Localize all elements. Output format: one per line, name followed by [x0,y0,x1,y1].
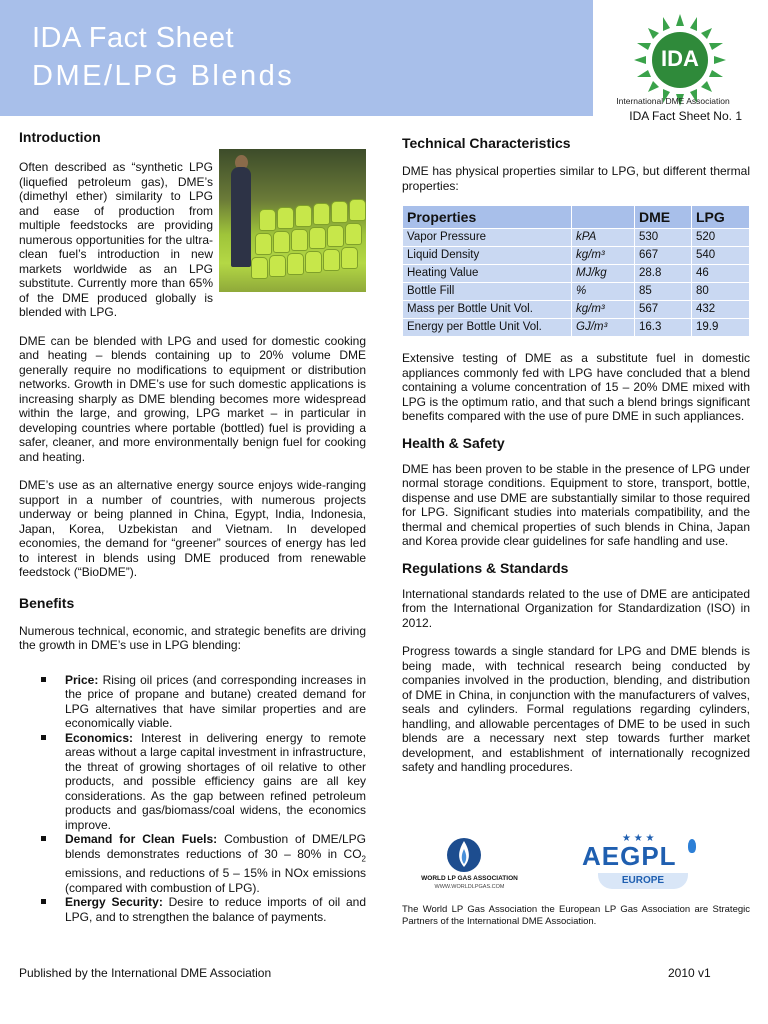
cylinder [305,251,322,273]
table-row [403,319,750,337]
cylinder [341,247,358,269]
properties-table [402,205,750,337]
wlpga-url: WWW.WORLDLPGAS.COM [434,884,505,890]
title-banner [0,0,593,116]
table-header [572,206,635,229]
table-cell: 80 [692,283,750,301]
cylinder [255,233,272,255]
bullet-icon [41,735,46,740]
right-column [402,134,750,775]
intro-paragraph: DME can be blended with LPG and used for domestic cooking and heating – blends containing up to 20% volume DME generally require no modifications to equipment or distribution networks. Growth in DME’s use for such domestic applications is increasing sharply as DME blending becomes more widespread within the large, and growing, LPG market – in particular in developing countries where portable (bottled) fuel is providing a safer, cleaner, and more environmentally benign fuel for cooking and heating. [19,333,366,464]
table-cell: GJ/m³ [572,319,635,337]
benefit-term: Energy Security: [65,895,163,910]
table-cell: 667 [635,247,692,265]
table-row [403,265,750,283]
intro-paragraph: DME’s use as an alternative energy source enjoys wide-ranging support in a number of countries, with numerous projects underway or being planned in China, Egypt, India, Indonesia, Japan, Korea, Uzbekistan and Vietnam. In developed economies, the demand for “greener” sources of energy has led to interest in blends using DME produced from renewable feedstock (“BioDME”). [19,478,366,579]
benefits-heading: Benefits [19,594,75,611]
cylinder [323,249,340,271]
aegpl-sub: EUROPE [598,873,688,889]
table-cell: 85 [635,283,692,301]
table-row [403,247,750,265]
bullet-icon [41,836,46,841]
footer-version: 2010 v1 [668,966,711,980]
star-icon: ★ ★ ★ [622,833,655,844]
list-item [65,832,366,895]
benefit-text: Combustion of DME/LPG blends demonstrates reductions of 30 – 80% in CO [65,832,366,861]
technical-heading: Technical Characteristics [402,135,571,151]
cylinder [269,255,286,277]
cylinder [287,253,304,275]
table-cell: Vapor Pressure [403,229,572,247]
list-item [65,673,366,731]
cylinder [291,229,308,251]
cylinder [251,257,268,279]
table-header: LPG [692,206,750,229]
cylinder [295,205,312,227]
table-row [403,301,750,319]
table-cell: 520 [692,229,750,247]
table-cell: 432 [692,301,750,319]
page-subtitle: DME/LPG Blends [32,60,295,92]
table-cell: % [572,283,635,301]
intro-paragraph: Often described as “synthetic LPG (liquefied petroleum gas), DME’s (dimethyl ether) similarity to LPG and ease of production from multiple feedstocks are providing numerous opportunities for the ultra-clean fuel’s introduction in new markets worldwide as an LPG substitute. Currently more than 65% of the DME produced globally is blended with LPG. [19,160,213,319]
table-header-row [403,206,750,229]
cylinder [273,231,290,253]
table-cell: 540 [692,247,750,265]
list-item [65,731,366,833]
table-cell: Energy per Bottle Unit Vol. [403,319,572,337]
table-header: Properties [403,206,572,229]
cylinder [313,203,330,225]
cylinder [259,209,276,231]
table-row [403,283,750,301]
ida-logo-caption: International DME Association [616,96,730,106]
gas-cylinders-photo [219,149,366,292]
benefit-text: Desire to reduce imports of oil and LPG, and to strengthen the balance of payments. [65,895,366,924]
benefit-text: Interest in delivering energy to remote areas without a large capital investment in infrastructure, the threat of growing shortages of oil relative to other products, and possible efficiency gains are all key considerations. As the gap between refined petroleum products and gas/biomass/coal widens, the economics improve. [65,730,366,832]
sheet-number: IDA Fact Sheet No. 1 [629,109,742,123]
table-cell: kPA [572,229,635,247]
page-title: IDA Fact Sheet [32,22,235,54]
partner-logos [402,835,752,897]
benefit-text: Rising oil prices (and corresponding increases in the price of propane and butane) created demand for LPG alternatives that have similar properties and are economically viable. [65,672,366,730]
table-cell: 567 [635,301,692,319]
aegpl-name: AEGPL [582,841,677,871]
subscript: 2 [361,853,366,863]
cylinder [309,227,326,249]
table-cell: 530 [635,229,692,247]
table-row [403,229,750,247]
technical-conclusion: Extensive testing of DME as a substitute fuel in domestic appliances commonly fed with LPG have concluded that a blend containing a volume concentration of 15 – 20% DME mixed with LPG is the optimum ratio, and that such a blend brings significant benefits compared with the use of pure DME in such appliances. [402,351,750,423]
regulations-paragraph: International standards related to the use of DME are anticipated from the International Organization for Standardization (ISO) in 2012. [402,586,750,630]
wlpga-name: WORLD LP GAS ASSOCIATION [421,875,518,882]
table-cell: Heating Value [403,265,572,283]
table-cell: Mass per Bottle Unit Vol. [403,301,572,319]
cylinder [331,201,348,223]
health-heading: Health & Safety [402,434,505,451]
flame-icon [688,839,696,853]
table-cell: 28.8 [635,265,692,283]
table-cell: Liquid Density [403,247,572,265]
benefit-term: Economics: [65,730,134,745]
technical-intro: DME has physical properties similar to LPG, but different thermal properties: [402,164,750,193]
table-cell: 46 [692,265,750,283]
benefit-term: Demand for Clean Fuels: [65,832,218,846]
regulations-paragraph: Progress towards a single standard for LPG and DME blends is being made, with technical research being conducted by companies involved in the production, blending, and distribution of DME in China, in conjunction with the manufacturers of valves, seals and cylinders. Formal regulations regarding cylinders, handling, and allowable percentages of DME to be used in such blends are a necessary next step towards further market development, and establishment of internationally recognized safety and handling procedures. [402,644,750,774]
benefits-list [19,673,366,925]
ida-logo-text: IDA [661,46,699,71]
table-cell: 19.9 [692,319,750,337]
cylinder [349,199,366,221]
left-column [19,128,366,924]
bullet-icon [41,677,46,682]
table-header: DME [635,206,692,229]
benefits-intro: Numerous technical, economic, and strategic benefits are driving the growth in DME’s use in LPG blending: [19,623,366,652]
cylinder [345,223,362,245]
partners-caption: The World LP Gas Association the European LP Gas Association are Strategic Partners of the International DME Association. [402,904,750,927]
regulations-heading: Regulations & Standards [402,559,569,576]
table-cell: kg/m³ [572,301,635,319]
table-cell: Bottle Fill [403,283,572,301]
bullet-icon [41,899,46,904]
introduction-heading: Introduction [19,129,101,145]
benefit-term: Price: [65,672,99,687]
worker-figure [231,167,251,267]
table-cell: 16.3 [635,319,692,337]
health-text: DME has been proven to be stable in the presence of LPG under normal storage conditions. Equipment to store, transport, bottle, dispense and use DME are substantially similar to those required for LPG. Significant studies into materials compatibility, and the thermal and chemical properties of such blends in China, Japan and Korea provide clear guidelines for safe handling and use. [402,461,750,548]
list-item [65,895,366,924]
cylinder [327,225,344,247]
cylinder [277,207,294,229]
table-cell: kg/m³ [572,247,635,265]
benefit-text: emissions, and reductions of 5 – 15% in NOx emissions (compared with combustion of LPG). [65,866,366,895]
table-cell: MJ/kg [572,265,635,283]
footer-publisher: Published by the International DME Association [19,966,272,980]
